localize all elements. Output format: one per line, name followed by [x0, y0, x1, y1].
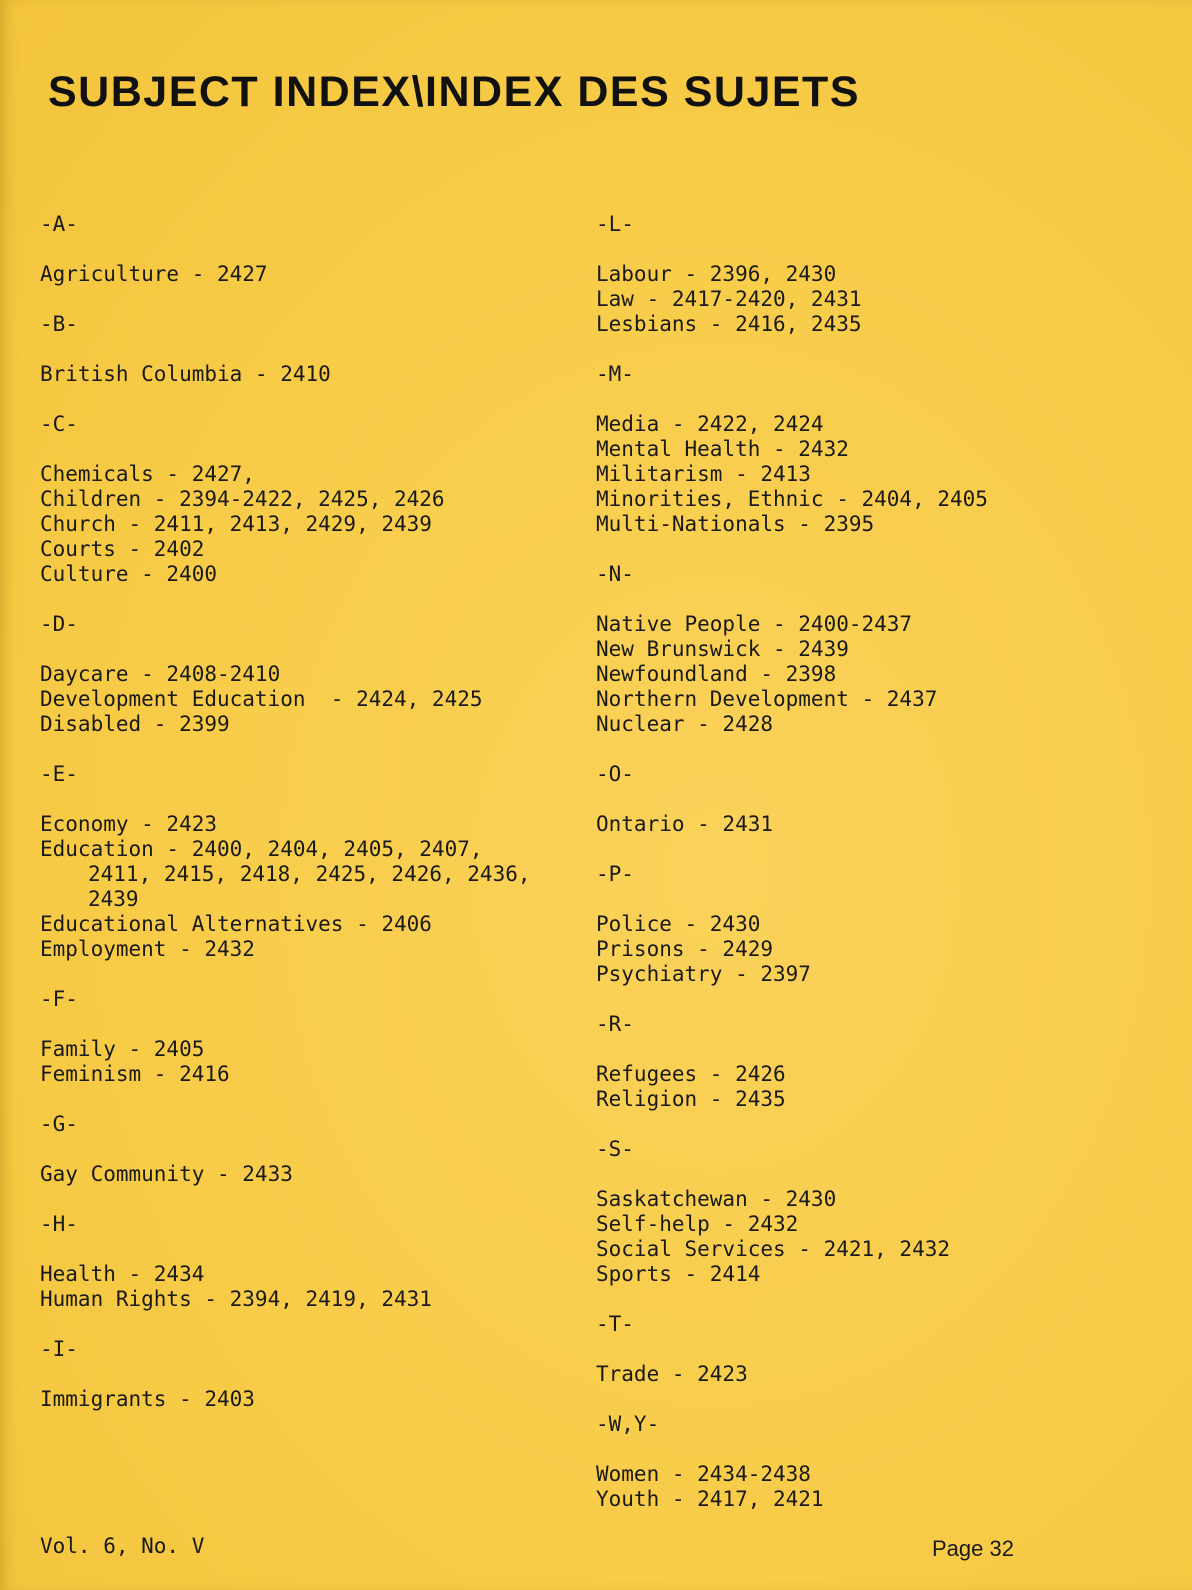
index-entry: Native People - 2400-2437: [596, 612, 913, 636]
section-gap: [596, 737, 1156, 762]
volume-label: Vol. 6, No. V: [40, 1534, 205, 1558]
section-entries: [596, 612, 1156, 737]
section-gap: [40, 587, 600, 612]
index-column-right: [596, 212, 1156, 1512]
section-letter: -W,Y-: [596, 1412, 660, 1436]
index-entry: Women - 2434-2438: [596, 1462, 811, 1486]
index-entry: Economy - 2423: [40, 812, 218, 836]
index-entry-continuation: 2411, 2415, 2418, 2425, 2426, 2436,: [88, 862, 531, 886]
index-section: [40, 412, 600, 587]
section-gap: [40, 1087, 600, 1112]
section-gap: [596, 337, 1156, 362]
section-gap: [596, 1287, 1156, 1312]
section-entries: [596, 1187, 1156, 1287]
index-entry: Church - 2411, 2413, 2429, 2439: [40, 512, 432, 536]
index-entry: Nuclear - 2428: [596, 712, 774, 736]
section-entries: [596, 912, 1156, 987]
index-section: [40, 1112, 600, 1187]
index-section: [596, 1012, 1156, 1112]
page-number: Page 32: [932, 1536, 1014, 1561]
section-letter: -B-: [40, 312, 78, 336]
section-entries: [40, 362, 600, 387]
index-section: [40, 987, 600, 1087]
index-section: [596, 1137, 1156, 1287]
section-letter: -A-: [40, 212, 78, 236]
section-letter: -I-: [40, 1337, 78, 1361]
index-entry: Law - 2417-2420, 2431: [596, 287, 862, 311]
section-letter: -T-: [596, 1312, 634, 1336]
section-gap: [40, 387, 600, 412]
index-entry: Culture - 2400: [40, 562, 218, 586]
index-entry: Development Education - 2424, 2425: [40, 687, 483, 711]
section-letter: -M-: [596, 362, 634, 386]
index-section: [596, 862, 1156, 987]
index-entry: Health - 2434: [40, 1262, 205, 1286]
index-entry: Feminism - 2416: [40, 1062, 230, 1086]
index-entry: Gay Community - 2433: [40, 1162, 293, 1186]
index-section: [596, 1312, 1156, 1387]
index-entry: Education - 2400, 2404, 2405, 2407,: [40, 837, 483, 861]
section-entries: [596, 1362, 1156, 1387]
index-entry: Multi-Nationals - 2395: [596, 512, 875, 536]
section-letter: -L-: [596, 212, 634, 236]
index-entry: Self-help - 2432: [596, 1212, 799, 1236]
section-letter: -D-: [40, 612, 78, 636]
index-entry: Human Rights - 2394, 2419, 2431: [40, 1287, 432, 1311]
index-entry: Family - 2405: [40, 1037, 205, 1061]
section-entries: [40, 462, 600, 587]
section-gap: [596, 1387, 1156, 1412]
index-section: [596, 562, 1156, 737]
index-entry-continuation: 2439: [88, 887, 139, 911]
index-entry: Trade - 2423: [596, 1362, 748, 1386]
index-entry: Immigrants - 2403: [40, 1387, 255, 1411]
index-entry: Courts - 2402: [40, 537, 205, 561]
section-entries: [596, 412, 1156, 537]
section-letter: -N-: [596, 562, 634, 586]
index-section: [40, 1212, 600, 1312]
section-letter: -F-: [40, 987, 78, 1011]
index-entry: New Brunswick - 2439: [596, 637, 849, 661]
index-entry: Chemicals - 2427,: [40, 462, 255, 486]
index-entry: Mental Health - 2432: [596, 437, 849, 461]
section-entries: [596, 1462, 1156, 1512]
index-entry: Daycare - 2408-2410: [40, 662, 281, 686]
section-letter: -R-: [596, 1012, 634, 1036]
section-gap: [40, 287, 600, 312]
section-entries: [596, 262, 1156, 337]
index-section: [40, 1337, 600, 1412]
section-letter: -P-: [596, 862, 634, 886]
section-letter: -H-: [40, 1212, 78, 1236]
index-entry: Saskatchewan - 2430: [596, 1187, 837, 1211]
index-section: [596, 362, 1156, 537]
index-entry: Minorities, Ethnic - 2404, 2405: [596, 487, 988, 511]
section-letter: -G-: [40, 1112, 78, 1136]
index-entry: Psychiatry - 2397: [596, 962, 811, 986]
index-entry: Religion - 2435: [596, 1087, 786, 1111]
section-entries: [40, 1162, 600, 1187]
index-entry: Prisons - 2429: [596, 937, 774, 961]
index-section: [40, 762, 600, 962]
index-entry: Children - 2394-2422, 2425, 2426: [40, 487, 445, 511]
section-gap: [596, 837, 1156, 862]
section-gap: [40, 737, 600, 762]
section-gap: [596, 537, 1156, 562]
index-section: [596, 1412, 1156, 1512]
index-entry: Refugees - 2426: [596, 1062, 786, 1086]
section-entries: [596, 812, 1156, 837]
index-entry: British Columbia - 2410: [40, 362, 331, 386]
index-entry: Lesbians - 2416, 2435: [596, 312, 862, 336]
index-section: [40, 612, 600, 737]
section-entries: [40, 662, 600, 737]
section-entries: [40, 1387, 600, 1412]
index-entry: Educational Alternatives - 2406: [40, 912, 432, 936]
index-section: [40, 212, 600, 287]
index-entry: Militarism - 2413: [596, 462, 811, 486]
index-column-left: [40, 212, 600, 1412]
section-gap: [596, 1112, 1156, 1137]
section-entries: [40, 1262, 600, 1312]
page-title: SUBJECT INDEX\INDEX DES SUJETS: [48, 68, 861, 116]
section-entries: [40, 812, 600, 962]
section-gap: [596, 987, 1156, 1012]
section-letter: -E-: [40, 762, 78, 786]
index-entry: Media - 2422, 2424: [596, 412, 824, 436]
index-entry: Social Services - 2421, 2432: [596, 1237, 951, 1261]
section-gap: [40, 1187, 600, 1212]
index-entry: Employment - 2432: [40, 937, 255, 961]
section-gap: [40, 962, 600, 987]
section-letter: -O-: [596, 762, 634, 786]
section-letter: -C-: [40, 412, 78, 436]
index-entry: Sports - 2414: [596, 1262, 761, 1286]
index-entry: Agriculture - 2427: [40, 262, 268, 286]
index-section: [40, 312, 600, 387]
index-entry: Disabled - 2399: [40, 712, 230, 736]
index-section: [596, 762, 1156, 837]
section-entries: [596, 1062, 1156, 1112]
index-entry: Labour - 2396, 2430: [596, 262, 837, 286]
section-gap: [40, 1312, 600, 1337]
index-entry: Police - 2430: [596, 912, 761, 936]
section-entries: [40, 262, 600, 287]
index-entry: Ontario - 2431: [596, 812, 774, 836]
index-section: [596, 212, 1156, 337]
index-entry: Northern Development - 2437: [596, 687, 938, 711]
section-letter: -S-: [596, 1137, 634, 1161]
section-entries: [40, 1037, 600, 1087]
index-entry: Newfoundland - 2398: [596, 662, 837, 686]
index-entry: Youth - 2417, 2421: [596, 1487, 824, 1511]
